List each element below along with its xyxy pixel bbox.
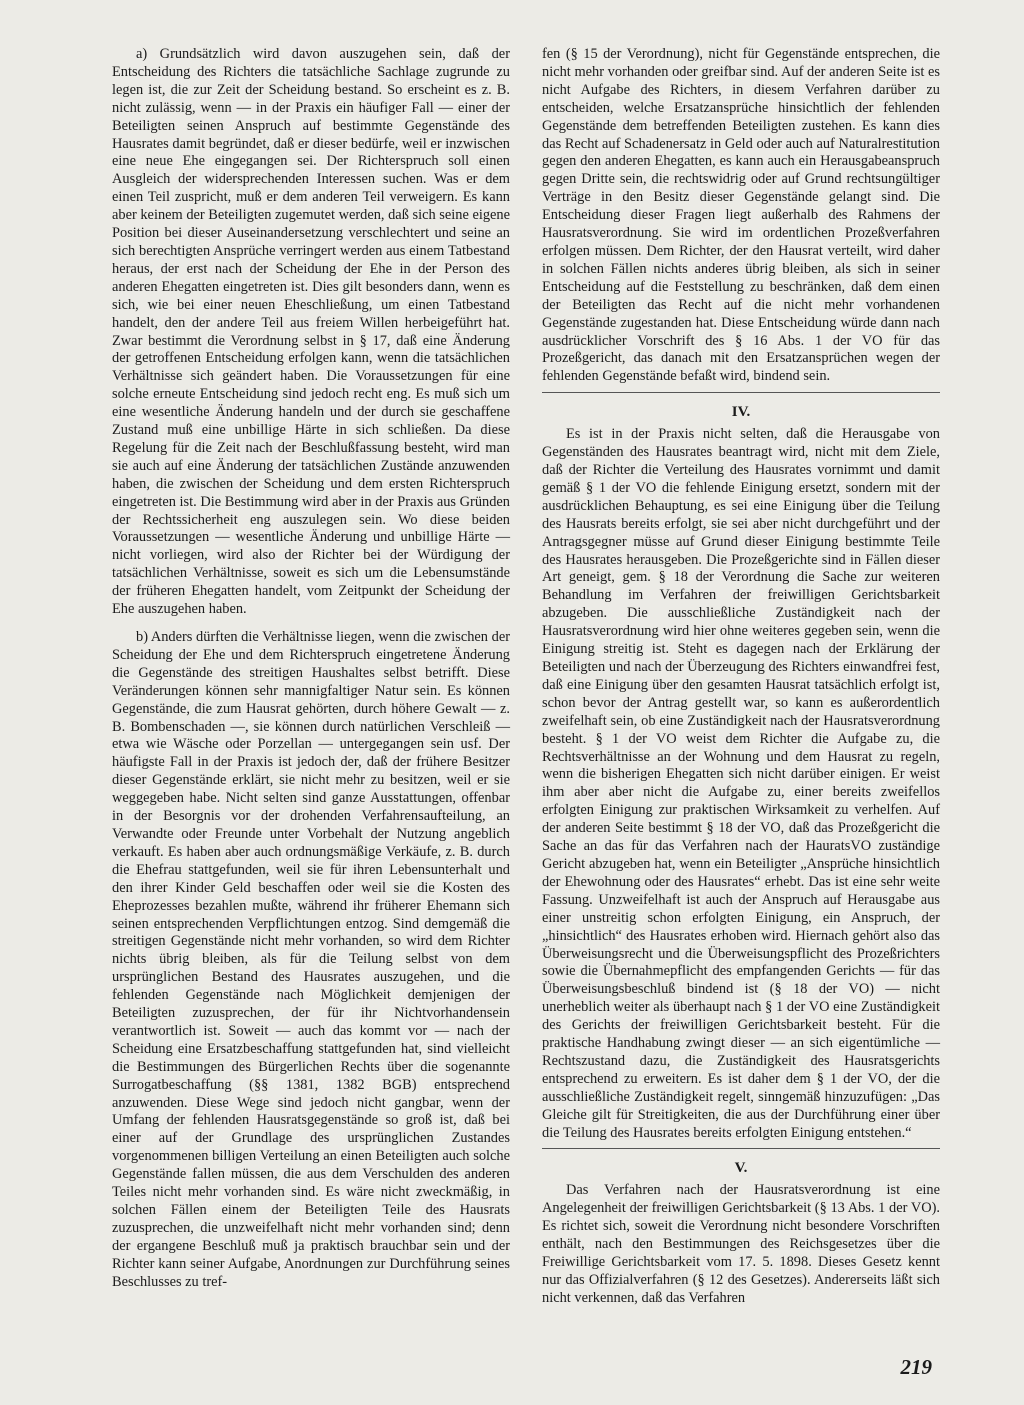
text-columns: [112, 46, 942, 1308]
section-divider: [542, 1148, 940, 1149]
paragraph-b: b) Anders dürften die Verhältnisse liegen, wenn die zwischen der Scheidung der Ehe und dem Richterspruch eingetretene Änderung die Gegenstände des streitigen Haushaltes selbst betrifft. Diese Veränderungen können sehr mannigfaltiger Natur sein. Es können Gegenstände, die zum Hausrat gehörten, durch höhere Gewalt — z. B. Bombenschaden —, sie können durch natürlichen Verschleiß — etwa wie Wäsche oder Porzellan — untergegangen sein usf. Der häufigste Fall in der Praxis ist jedoch der, daß der frühere Besitzer dieser Gegenstände erklärt, sie nicht mehr zu besitzen, weil er sie weggegeben habe. Nicht selten sind ganze Ausstattungen, offenbar in der Besorgnis vor der drohenden Verfahrensaufteilung, an Verwandte oder Freunde unter Vorbehalt der Nutzung angeblich verkauft. Es haben aber auch ordnungsmäßige Verkäufe, z. B. durch die Ehefrau stattgefunden, weil sie für ihren Lebensunterhalt und den ihrer Kinder Geld beschaffen oder weil sie die Kosten des Eheprozesses bezahlen mußte, während ihr früherer Ehemann sich seinen entsprechenden Verpflichtungen entzog. Sind demgemäß die streitigen Gegenstände nicht mehr vorhanden, so wird dem Richter nichts übrig bleiben, als für die Teilung selbst von dem ursprünglichen Bestand des Hausrates auszugehen, und die fehlenden Gegenstände nach Möglichkeit demjenigen der Beteiligten zuzusprechen, der für ihr Nichtvorhandensein verantwortlich ist. Soweit — auch das kommt vor — nach der Scheidung eine Ersatzbeschaffung stattgefunden hat, sind vielleicht die Bestimmungen des Bürgerlichen Rechts über die sogenannte Surrogatbeschaffung (§§ 1381, 1382 BGB) entsprechend anzuwenden. Diese Wege sind jedoch nicht gangbar, wenn der Umfang der fehlenden Hausratsgegenstände so groß ist, daß bei einer auf der Grundlage des ursprünglichen Zustandes vorgenommenen billigen Verteilung an einen Beteiligten auch solche Gegenstände fallen müssen, die aus dem Verschulden des anderen Teiles nicht mehr vorhanden sind. Es wäre nicht zweckmäßig, in solchen Fällen einem der Beteiligten Teile des Hausrats zuzusprechen, die unzweifelhaft nicht mehr vorhanden sind; denn der ergangene Beschluß muß ja praktisch brauchbar sein und der Richter kann seiner Aufgabe, Anordnungen zur Durchführung seines Beschlusses zu tref-: [112, 629, 510, 1290]
paragraph-iv: Es ist in der Praxis nicht selten, daß die Herausgabe von Gegenständen des Hausrates beantragt wird, nicht mit dem Ziele, daß der Richter die Verteilung des Hausrates vornimmt und damit gemäß § 1 der VO die fehlende Einigung ersetzt, sondern mit der ausdrücklichen Behauptung, es sei eine Einigung über die Teilung des Hausrats bereits erfolgt, sie sei aber nicht durchgeführt und der Antragsgegner müsse auf Grund dieser Einigung bestimmte Teile des Hausrates herausgeben. Die Prozeßgerichte sind in Fällen dieser Art geneigt, gem. § 18 der Verordnung die Sache zur weiteren Behandlung im Verfahren der freiwilligen Gerichtsbarkeit abzugeben. Die ausschließliche Zuständigkeit nach der Hausratsverordnung wird hier ohne weiteres gegeben sein, wenn die Einigung streitig ist. Steht es dagegen nach der Erklärung der Beteiligten und nach der Überzeugung des Richters einwandfrei fest, daß eine Einigung über den gesamten Hausrat tatsächlich erfolgt ist, schon bevor der Antrag gestellt war, so kann es außerordentlich zweifelhaft sein, ob eine Zuständigkeit nach der Hausratsverordnung besteht. § 1 der VO weist dem Richter die Aufgabe zu, die Rechtsverhältnisse an der Wohnung und dem Hausrat zu regeln, wenn die bisherigen Ehegatten sich nicht darüber einigen. Er weist ihm aber aber nicht die Aufgabe zu, einer bereits zweifellos erfolgten Einigung zur praktischen Wirksamkeit zu verhelfen. Auf der anderen Seite bestimmt § 18 der VO, daß das Prozeßgericht die Sache an das für das Verfahren nach der HauratsVO zuständige Gericht abzugeben hat, wenn ein Beteiligter „Ansprüche hinsichtlich der Ehewohnung oder des Hausrates“ erhebt. Das ist eine sehr weite Fassung. Unzweifelhaft ist auch der Anspruch auf Herausgabe aus einer unstreitig schon erfolgten Einigung, ein Anspruch, der „hinsichtlich“ des Hausrates erhoben wird. Hiernach gehört also das Überweisungsrecht und die Überweisungspflicht des Prozeßrichters sowie die Übernahmepflicht des empfangenden Gerichts — für das Überweisungsbeschluß bindend ist (§ 18 der VO) — nicht unerheblich weiter als überhaupt nach § 1 der VO eine Zuständigkeit des Gerichts der freiwilligen Gerichtsbarkeit besteht. Für die praktische Handhabung zwingt dieser — an sich eigentümliche — Rechtszustand dazu, die Zuständigkeit des Hausratsgerichts entsprechend zu erweitern. Es ist daher dem § 1 der VO, der die ausschließliche Zuständigkeit regelt, sinngemäß hinzuzufügen: „Das Gleiche gilt für Streitigkeiten, die aus der Durchführung einer über die Teilung des Hausrates bereits erfolgten Einigung entstehen.“: [542, 426, 940, 1141]
section-heading-iv: IV.: [731, 404, 751, 421]
paragraph-continued: fen (§ 15 der Verordnung), nicht für Gegenstände entsprechen, die nicht mehr vorhanden oder greifbar sind. Auf der anderen Seite ist es nicht Aufgabe des Richters, in diesem Verfahren darüber zu entscheiden, welche Ersatzansprüche hinsichtlich der fehlenden Gegenstände dem betreffenden Beteiligten zustehen. Es kann dies das Recht auf Schadenersatz in Geld oder auch auf Naturalrestitution gegen den anderen Ehegatten, es kann auch ein Herausgabeanspruch gegen Dritte sein, die rechtswidrig oder auf Grund rechtsungültiger Verträge in den Besitz dieser Gegenstände gelangt sind. Die Entscheidung dieser Fragen liegt außerhalb des Rahmens der Hausratsverordnung. Sie wird im ordentlichen Prozeßverfahren erfolgen müssen. Dem Richter, der den Hausrat verteilt, wird daher in solchen Fällen nichts anderes übrig bleiben, als sich in seiner Entscheidung auf die Feststellung zu beschränken, daß dem einen der Beteiligten das Recht auf die nicht mehr vorhandenen Gegenstände zugestanden hat. Diese Entscheidung würde dann nach ausdrücklicher Vorschrift des § 16 Abs. 1 der VO für das Prozeßgericht, das danach mit den Ersatzansprüchen wegen der fehlenden Gegenstände befaßt wird, bindend sein.: [542, 46, 940, 385]
right-column: [542, 46, 940, 1308]
section-heading-v: V.: [734, 1160, 748, 1177]
section-divider: [542, 392, 940, 393]
left-column: [112, 46, 510, 1308]
page-number: 219: [900, 1355, 932, 1379]
paragraph-a: a) Grundsätzlich wird davon auszugehen sein, daß der Entscheidung des Richters die tatsächliche Sachlage zugrunde zu legen ist, die zur Zeit der Scheidung bestand. So erscheint es z. B. nicht zulässig, wenn — in der Praxis ein häufiger Fall — einer der Beteiligten seinen Anspruch auf bestimmte Gegenstände des Hausrates damit begründet, daß er dieser bedürfe, weil er inzwischen eine neue Ehe eingegangen sei. Der Richterspruch soll einen Ausgleich der widersprechenden Interessen suchen. Was er dem einen Teil zuspricht, muß er dem anderen Teil verweigern. Es kann aber keinem der Beteiligten zugemutet werden, daß sich seine eigene Position bei dieser Auseinandersetzung verschlechtert und seine an sich berechtigten Ansprüche verringert werden aus einem Tatbestand heraus, der erst nach der Scheidung der Ehe in der Person des anderen Ehegatten eingetreten ist. Dies gilt besonders dann, wenn es sich, wie bei einer neuen Eheschließung, um einen Tatbestand handelt, den der andere Teil aus freiem Willen herbeigeführt hat. Zwar bestimmt die Verordnung selbst in § 17, daß eine Änderung der getroffenen Entscheidung erfolgen kann, wenn die tatsächlichen Verhältnisse sich geändert haben. Die Voraussetzungen für eine solche erneute Entscheidung sind jedoch recht eng. Es muß sich um eine wesentliche Änderung handeln und der durch sie geschaffene Zustand muß eine unbillige Härte in sich schließen. Da diese Regelung für die Zeit nach der Beschlußfassung besteht, wird man sie auch auf eine Änderung der tatsächlichen Zustände anzuwenden haben, die zwischen der Scheidung und dem ersten Richterspruch eingetreten ist. Die Bestimmung wird aber in der Praxis aus Gründen der Rechtssicherheit eng auszulegen sein. Wo diese beiden Voraussetzungen — wesentliche Änderung und unbillige Härte — nicht vorliegen, wird also der Richter bei der Würdigung der tatsächlichen Verhältnisse, soweit es sich um die Lebensumstände der früheren Ehegatten handelt, vom Zeitpunkt der Scheidung der Ehe auszugehen haben.: [112, 46, 510, 618]
paragraph-v: Das Verfahren nach der Hausratsverordnung ist eine Angelegenheit der freiwilligen Gerichtsbarkeit (§ 13 Abs. 1 der VO). Es richtet sich, soweit die Verordnung nicht besondere Vorschriften enthält, nach den Bestimmungen des Reichsgesetzes über die Freiwillige Gerichtsbarkeit vom 17. 5. 1898. Dieses Gesetz kennt nur das Offizialverfahren (§ 12 des Gesetzes). Andererseits läßt sich nicht verkennen, daß das Verfahren: [542, 1182, 940, 1306]
